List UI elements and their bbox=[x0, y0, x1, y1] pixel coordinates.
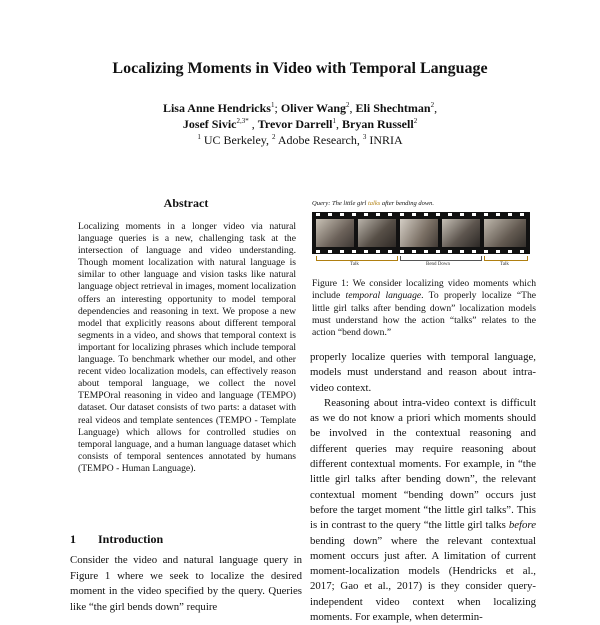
film-hole bbox=[376, 250, 380, 253]
body-text-part: Reasoning about intra-video context is difficult as we do not know a priori which moments should be involved in the contextual reasoning and different queries may require reasoning about different contextual moments. For example, in “the little girl talks after bending down”, the relevant contextual moment “bending down” occurs just before the target moment “the little girl talks”. This is in contrast to the query “the little girl talks bbox=[310, 396, 536, 532]
film-hole bbox=[484, 250, 488, 253]
film-hole bbox=[460, 250, 464, 253]
affil-name: UC Berkeley bbox=[203, 133, 267, 147]
bend-segment-bracket bbox=[400, 256, 482, 261]
video-frame-2 bbox=[358, 219, 396, 247]
film-hole bbox=[364, 213, 368, 216]
author-name: Trevor Darrell bbox=[257, 117, 333, 131]
author-name: Lisa Anne Hendricks bbox=[162, 101, 271, 115]
author-name: Josef Sivic bbox=[182, 117, 237, 131]
segment-label-bend-down: Bend Down bbox=[426, 262, 451, 267]
film-hole bbox=[400, 213, 404, 216]
right-body-text bbox=[310, 350, 536, 625]
film-hole bbox=[472, 250, 476, 253]
video-frame-3 bbox=[400, 219, 438, 247]
film-hole bbox=[496, 213, 500, 216]
paper-title: Localizing Moments in Video with Temporal Language bbox=[112, 60, 488, 77]
author-sup: 2 bbox=[346, 101, 350, 109]
caption-part: . To properly localize “The little girl talks after bending down” localization models must understand how the action “talks” relates to the action “bend down.” bbox=[312, 290, 537, 339]
author-block bbox=[0, 100, 600, 148]
body-paragraph: properly localize queries with temporal language, models must understand and reason about intra-video context. bbox=[310, 351, 536, 394]
film-hole bbox=[436, 250, 440, 253]
body-paragraph bbox=[310, 396, 536, 625]
affil-sup: 1 bbox=[197, 133, 201, 141]
film-hole bbox=[520, 250, 524, 253]
affil-sup: 3 bbox=[362, 133, 367, 141]
body-text-part: bending down” where the relevant contextual moment occurs just after. A limitation of current moment-localization models (Hendricks et al., 2017; Gao et al., 2017) is they consider query-independent video context when localizing moments. For example, when determin- bbox=[310, 534, 536, 624]
author-sup: 1 bbox=[332, 117, 336, 125]
left-column bbox=[70, 196, 302, 475]
film-hole bbox=[400, 250, 404, 253]
film-hole bbox=[376, 213, 380, 216]
affil-name: INRIA bbox=[369, 133, 403, 147]
film-hole bbox=[472, 213, 476, 216]
author-sup: 1 bbox=[270, 101, 275, 109]
segment-label-talk: Talk bbox=[500, 262, 509, 267]
film-hole bbox=[388, 213, 392, 216]
film-hole bbox=[424, 213, 428, 216]
film-hole bbox=[424, 250, 428, 253]
film-strip bbox=[312, 212, 530, 254]
query-highlight: talks bbox=[367, 200, 381, 207]
film-hole bbox=[412, 213, 416, 216]
affiliations: $^1$ UC Berkeley, $^2$ Adobe Research, $^3$ INRIA bbox=[197, 133, 403, 147]
section-title: Introduction bbox=[98, 532, 164, 546]
film-hole bbox=[436, 213, 440, 216]
film-hole bbox=[448, 250, 452, 253]
section-number: 1 bbox=[70, 532, 76, 546]
affil-name: Adobe Research bbox=[277, 133, 357, 147]
video-frame-4 bbox=[442, 219, 480, 247]
film-hole bbox=[328, 250, 332, 253]
author-name: Eli Shechtman bbox=[355, 101, 431, 115]
author-name: Bryan Russell bbox=[342, 117, 414, 131]
affil-sup: 2 bbox=[272, 133, 276, 141]
talk-segment-bracket bbox=[316, 256, 398, 261]
figure-1 bbox=[312, 200, 536, 272]
film-hole bbox=[520, 213, 524, 216]
query-prefix: Query: The little girl bbox=[312, 200, 368, 207]
film-hole bbox=[448, 213, 452, 216]
film-hole bbox=[412, 250, 416, 253]
section-heading bbox=[70, 532, 163, 547]
talk-segment-bracket bbox=[484, 256, 528, 261]
film-hole bbox=[352, 213, 356, 216]
author-line-1: Lisa Anne Hendricks$^1$; Oliver Wang$^2$, Eli Shechtman$^2$, bbox=[162, 101, 438, 115]
film-hole bbox=[364, 250, 368, 253]
film-hole bbox=[316, 250, 320, 253]
caption-emphasis: temporal language bbox=[345, 290, 422, 302]
figure-query bbox=[312, 200, 434, 207]
intro-paragraph: Consider the video and natural language query in Figure 1 where we seek to localize the desired moment in the video specified by the query. Queries like “the girl bends down” require bbox=[70, 554, 302, 613]
film-hole bbox=[316, 213, 320, 216]
film-hole bbox=[508, 213, 512, 216]
film-hole bbox=[496, 250, 500, 253]
caption-part: Figure 1: We consider localizing video moments which include bbox=[312, 278, 536, 302]
body-emphasis: before bbox=[508, 519, 536, 532]
film-hole bbox=[460, 213, 464, 216]
film-hole bbox=[328, 213, 332, 216]
video-frame-1 bbox=[316, 219, 354, 247]
author-name: Oliver Wang bbox=[280, 101, 347, 115]
author-sup: 2 bbox=[413, 117, 418, 125]
query-suffix: after bending down. bbox=[380, 200, 435, 207]
figure-caption bbox=[312, 278, 536, 339]
author-sup: 2 bbox=[430, 101, 435, 109]
film-hole bbox=[340, 213, 344, 216]
author-sup: 2,3* bbox=[236, 117, 249, 125]
video-frame-5 bbox=[484, 219, 526, 247]
film-hole bbox=[508, 250, 512, 253]
film-hole bbox=[340, 250, 344, 253]
film-hole bbox=[484, 213, 488, 216]
abstract-text: Localizing moments in a longer video via natural language queries is a new, challenging task at the intersection of language and video understanding. Though moment localization with natural language is similar to other language and vision tasks like natural language object retrieval in images, moment localization offers an interesting opportunity to model temporal dependencies and reasoning in text. We propose a new model that explicitly reasons about different temporal segments in a video, and shows that temporal context is important for localizing phrases which include temporal language. To benchmark whether our model, and other recent video localization models, can effectively reason about temporal language, we collect the novel TEMPOral reasoning in video and language (TEMPO) dataset. Our dataset consists of two parts: a dataset with real videos and template sentences (TEMPO - Template Language) which allows for controlled studies on temporal language, and a human language dataset which consists of temporal sentences annotated by humans (TEMPO - Human Language). bbox=[78, 221, 296, 474]
segment-label-talk: Talk bbox=[350, 262, 359, 267]
film-hole bbox=[388, 250, 392, 253]
film-hole bbox=[352, 250, 356, 253]
abstract-heading: Abstract bbox=[163, 196, 209, 210]
author-line-2: Josef Sivic$^{2,3*}$ , Trevor Darrell$^1$, Bryan Russell$^2$ bbox=[182, 117, 418, 131]
